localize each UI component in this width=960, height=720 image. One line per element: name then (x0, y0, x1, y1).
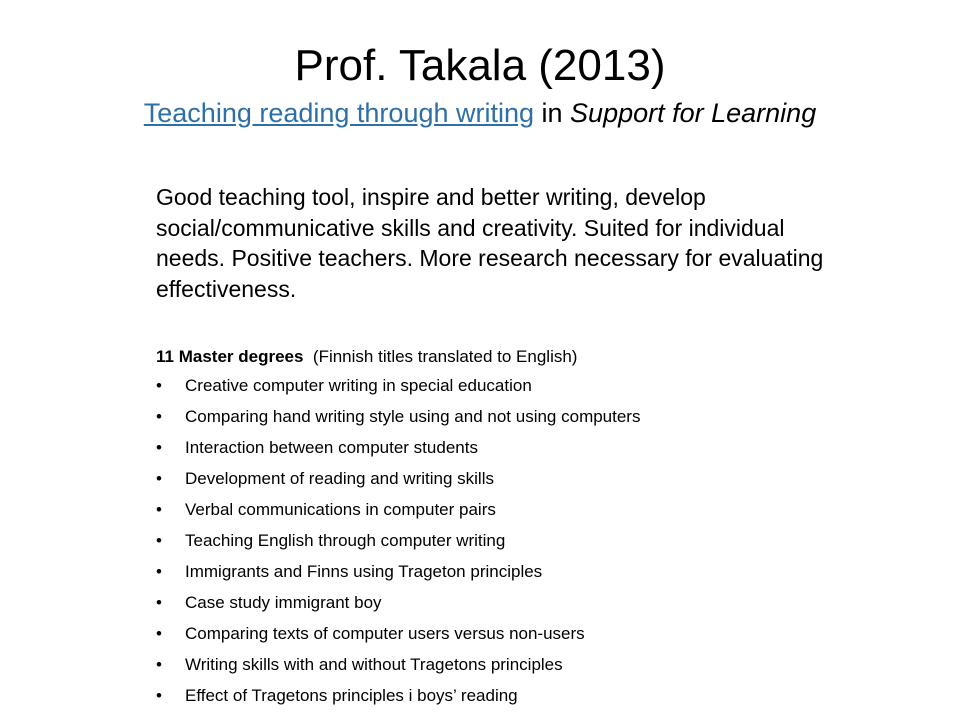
list-item (156, 530, 640, 561)
bullet-icon: • (156, 624, 162, 643)
degree-title: Writing skills with and without Tragetons principles (185, 655, 563, 674)
list-item (156, 623, 640, 654)
bullet-icon: • (156, 593, 162, 612)
list-item (156, 406, 640, 437)
list-item (156, 654, 640, 685)
degrees-heading (156, 346, 577, 368)
degree-title: Creative computer writing in special education (185, 376, 532, 395)
degree-title: Case study immigrant boy (185, 593, 382, 612)
degree-title: Effect of Tragetons principles i boys’ reading (185, 686, 518, 705)
bullet-icon: • (156, 376, 162, 395)
degree-title: Teaching English through computer writing (185, 531, 506, 550)
bullet-icon: • (156, 469, 162, 488)
degrees-note: (Finnish titles translated to English) (312, 347, 578, 366)
list-item (156, 468, 640, 499)
degree-title: Interaction between computer students (185, 438, 478, 457)
list-item (156, 592, 640, 623)
bullet-icon: • (156, 531, 162, 550)
degrees-label: Master degrees (178, 347, 304, 366)
slide-title: Prof. Takala (2013) (294, 41, 666, 90)
list-item (156, 561, 640, 592)
bullet-icon: • (156, 655, 162, 674)
degree-title: Development of reading and writing skills (185, 469, 494, 488)
bullet-icon: • (156, 562, 162, 581)
list-item (156, 499, 640, 530)
article-link[interactable]: Teaching reading through writing (143, 98, 535, 128)
subtitle-connector: in (534, 98, 571, 128)
degree-title: Immigrants and Finns using Trageton principles (185, 562, 543, 581)
list-item (156, 437, 640, 468)
degree-title: Comparing hand writing style using and not using computers (185, 407, 641, 426)
degree-title: Verbal communications in computer pairs (185, 500, 496, 519)
journal-name: Support for Learning (570, 98, 817, 128)
list-item (156, 375, 640, 406)
bullet-icon: • (156, 407, 162, 426)
bullet-icon: • (156, 500, 162, 519)
list-item (156, 685, 640, 716)
degree-title: Comparing texts of computer users versus non-users (185, 624, 585, 643)
summary-text: Good teaching tool, inspire and better writing, develop social/communicative skills and creativity. Suited for individual needs. Positive teachers. More research necessary for evaluating effectiveness. (156, 184, 824, 302)
degrees-list (156, 375, 640, 716)
bullet-icon: • (156, 686, 162, 705)
slide-subtitle (0, 96, 960, 130)
degrees-count: 11 (156, 347, 174, 366)
bullet-icon: • (156, 438, 162, 457)
